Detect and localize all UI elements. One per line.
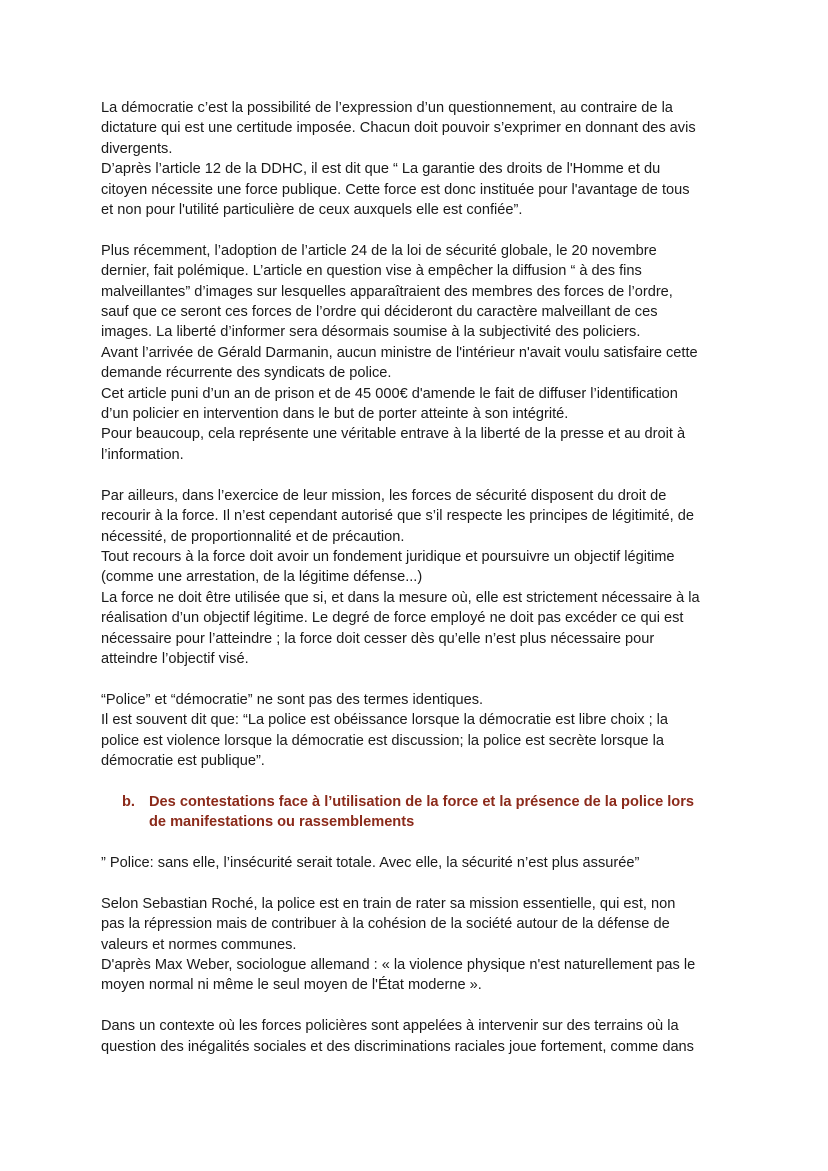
text-line: dictature qui est une certitude imposée. Chacun doit pouvoir s’exprimer en donnant des avis (101, 120, 696, 137)
paragraph-democratie (101, 98, 733, 220)
text-line: d’un policier en intervention dans le but de porter atteinte à son intégrité. (101, 406, 569, 423)
text-line: moyen normal ni même le seul moyen de l'État moderne ». (101, 977, 482, 994)
text-line: nécessaire pour l’atteindre ; la force doit cesser dès qu’elle n’est plus nécessaire pour (101, 630, 655, 647)
text-line: Par ailleurs, dans l’exercice de leur mission, les forces de sécurité disposent du droit de (101, 487, 667, 504)
paragraph-police-democratie (101, 690, 733, 772)
text-line: Tout recours à la force doit avoir un fondement juridique et poursuivre un objectif légitime (101, 548, 675, 565)
paragraph-force (101, 486, 733, 670)
text-line: question des inégalités sociales et des discriminations raciales joue fortement, comme dans (101, 1038, 694, 1055)
text-line: l’information. (101, 446, 184, 463)
text-line: (comme une arrestation, de la légitime défense...) (101, 569, 423, 586)
document-body (101, 98, 733, 1077)
text-line: réalisation d’un objectif légitime. Le degré de force employé ne doit pas excéder ce qui est (101, 610, 684, 627)
section-heading (101, 792, 733, 833)
text-line: citoyen nécessite une force publique. Cette force est donc instituée pour l'avantage de tous (101, 181, 690, 198)
text-line: demande récurrente des syndicats de police. (101, 365, 392, 382)
text-line: dernier, fait polémique. L’article en question vise à empêcher la diffusion “ à des fins (101, 263, 642, 280)
text-line: démocratie est publique”. (101, 752, 265, 769)
paragraph-contexte (101, 1016, 733, 1057)
text-line: malveillantes” d’images sur lesquelles apparaîtraient des membres des forces de l’ordre, (101, 283, 673, 300)
text-line: police est violence lorsque la démocratie est discussion; la police est secrète lorsque la (101, 732, 664, 749)
text-line: D'après Max Weber, sociologue allemand : « la violence physique n'est naturellement pas le (101, 956, 696, 973)
text-line: nécessité, de proportionnalité et de précaution. (101, 528, 405, 545)
paragraph-roche-weber (101, 894, 733, 996)
list-marker: b. (122, 793, 135, 810)
paragraph-article24 (101, 241, 733, 465)
text-line: La force ne doit être utilisée que si, et dans la mesure où, elle est strictement nécessaire à la (101, 589, 700, 606)
text-line: Il est souvent dit que: “La police est obéissance lorsque la démocratie est libre choix ; la (101, 712, 669, 729)
text-line: Avant l’arrivée de Gérald Darmanin, aucun ministre de l'intérieur n'avait voulu satisfaire cette (101, 344, 698, 361)
heading-line: de manifestations ou rassemblements (149, 814, 415, 831)
text-line: Dans un contexte où les forces policières sont appelées à intervenir sur des terrains où la (101, 1018, 679, 1035)
paragraph-quote (101, 853, 733, 873)
text-line: valeurs et normes communes. (101, 936, 297, 953)
text-line: Cet article puni d’un an de prison et de 45 000€ d'amende le fait de diffuser l’identification (101, 385, 678, 402)
heading-line: Des contestations face à l’utilisation de la force et la présence de la police lors (149, 793, 695, 810)
text-line: images. La liberté d’informer sera désormais soumise à la subjectivité des policiers. (101, 324, 641, 341)
text-line: et non pour l'utilité particulière de ceux auxquels elle est confiée”. (101, 202, 523, 219)
text-line: Pour beaucoup, cela représente une véritable entrave à la liberté de la presse et au droit à (101, 426, 686, 443)
text-line: Plus récemment, l’adoption de l’article 24 de la loi de sécurité globale, le 20 novembre (101, 242, 657, 259)
text-line: sauf que ce seront ces forces de l’ordre qui décideront du caractère malveillant de ces (101, 304, 658, 321)
text-line: ” Police: sans elle, l’insécurité serait totale. Avec elle, la sécurité n’est plus assurée” (101, 854, 640, 871)
text-line: atteindre l’objectif visé. (101, 650, 249, 667)
text-line: La démocratie c’est la possibilité de l’expression d’un questionnement, au contraire de la (101, 100, 673, 116)
text-line: “Police” et “démocratie” ne sont pas des termes identiques. (101, 691, 484, 708)
text-line: Selon Sebastian Roché, la police est en train de rater sa mission essentielle, qui est, non (101, 895, 676, 912)
text-line: D’après l’article 12 de la DDHC, il est dit que “ La garantie des droits de l'Homme et du (101, 161, 661, 178)
text-line: recourir à la force. Il n’est cependant autorisé que s’il respecte les principes de légitimité, de (101, 508, 694, 525)
text-line: pas la répression mais de contribuer à la cohésion de la société autour de la défense de (101, 916, 670, 933)
text-line: divergents. (101, 140, 173, 157)
